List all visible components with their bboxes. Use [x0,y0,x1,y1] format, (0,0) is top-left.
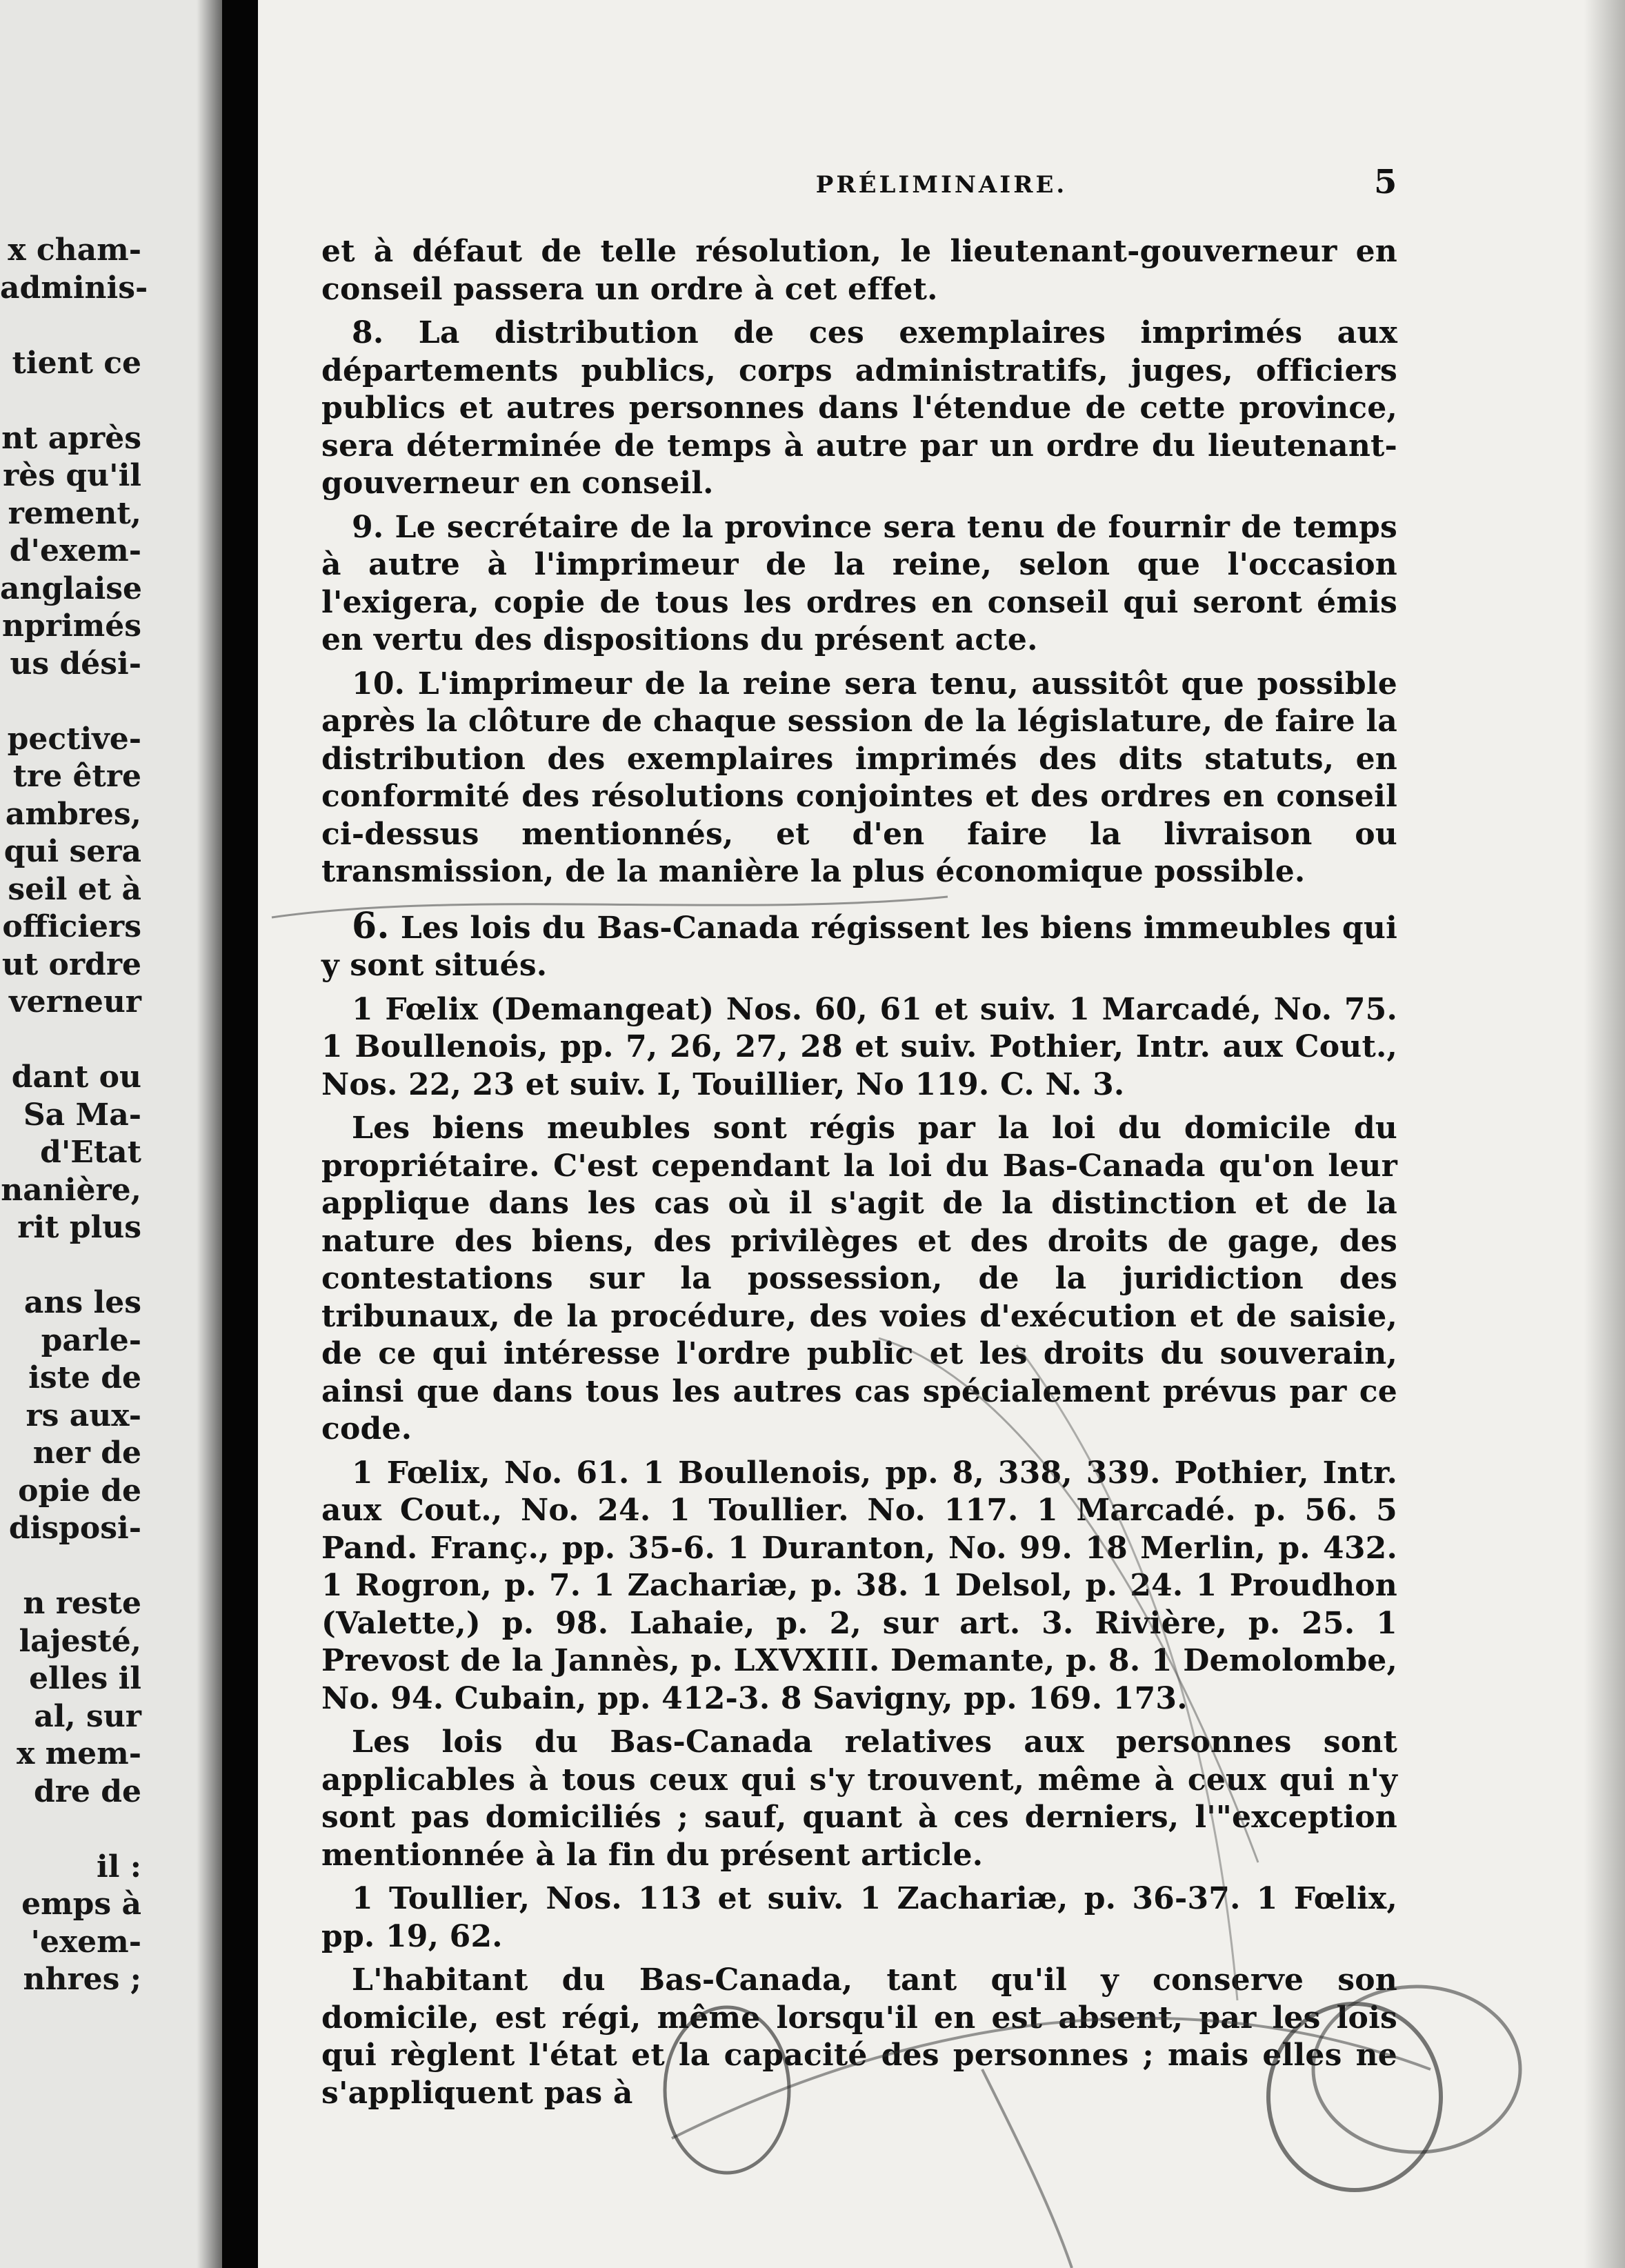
facing-page-line: nprimés [2,608,141,644]
facing-page-line: parle- [41,1322,141,1358]
facing-page-line: al, sur [34,1698,141,1734]
article-6 [321,904,1397,985]
facing-page-line: us dési- [10,646,141,682]
facing-page-line: seil et à [8,871,141,907]
paragraph-subsection-9: 9. Le secrétaire de la province sera tenu de fournir de temps à autre à l'imprimeur de la reine, selon que l'occasion l'exigera, copie de tous les ordres en conseil qui seront émis en vertu des dispositions du présent acte. [321,509,1397,657]
facing-page-line: 'exem- [30,1924,141,1960]
facing-page-line: rs aux- [26,1397,141,1433]
facing-page-line: dre de [33,1773,141,1809]
facing-page-line: d'Etat [40,1135,141,1170]
facing-page-line: rès qu'il [3,458,141,493]
facing-page-line: elles il [29,1661,141,1696]
facing-page-fragment [0,0,222,2268]
facing-page-line: ans les [23,1285,141,1320]
facing-page-line: x cham- [8,232,141,268]
running-head: PRÉLIMINAIRE. [815,171,1068,199]
facing-page-line: anglaise [0,570,142,606]
facing-page-line: tre être [12,759,141,794]
paragraph-habitant: L'habitant du Bas-Canada, tant qu'il y conserve son domicile, est régi, même lorsqu'il en est absent, par les lois qui règlent l'état et la capacité des personnes ; mais elles ne s'appliquent pas à [321,1962,1397,2111]
page-number: 5 [1374,163,1397,201]
paragraph-continuation: et à défaut de telle résolution, le lieutenant-gouverneur en conseil passera un ordre à cet effet. [321,234,1397,307]
facing-page-line: Sa Ma- [23,1097,141,1133]
facing-page-line: rement, [8,495,141,531]
facing-page-line: disposi- [8,1511,141,1546]
citation-3: 1 Toullier, Nos. 113 et suiv. 1 Zachariæ, p. 36-37. 1 Fœlix, pp. 19, 62. [321,1881,1397,1954]
facing-page-line: qui sera [3,834,141,869]
paragraph-personnes: Les lois du Bas-Canada relatives aux personnes sont applicables à tous ceux qui s'y trouvent, même à ceux qui n'y sont pas domiciliés ; sauf, quant à ces derniers, l'"exception mentionnée à la fin du présent article. [321,1724,1397,1873]
article-6-text: Les lois du Bas-Canada régissent les biens immeubles qui y sont situés. [321,910,1397,983]
facing-page-line: ner de [32,1435,141,1471]
facing-page-line: ambres, [5,796,141,832]
facing-page-line: il : [97,1849,141,1884]
page-edge-shadow [1584,0,1625,2268]
facing-page-line: iste de [28,1360,141,1395]
facing-page-line: rit plus [17,1210,141,1245]
facing-page-line: x mem- [17,1736,141,1771]
book-page [258,0,1625,2268]
page-body [321,233,1397,2118]
facing-page-line: adminis- [0,270,148,306]
citation-2: 1 Fœlix, No. 61. 1 Boullenois, pp. 8, 338, 339. Pothier, Intr. aux Cout., No. 24. 1 Toullier. No. 117. 1 Marcadé. p. 56. 5 Pand. Franç., pp. 35-6. 1 Duranton, No. 99. 18 Merlin, p. 432. 1 Rogron, p. 7. 1 Zachariæ, p. 38. 1 Delsol, p. 24. 1 Proudhon (Valette,) p. 98. Lahaie, p. 2, sur art. 3. Rivière, p. 25. 1 Prevost de la Jannès, p. LXVXIII. Demante, p. 8. 1 Demolombe, No. 94. Cubain, pp. 412-3. 8 Savigny, pp. 169. 173. [321,1455,1397,1716]
facing-page-line: pective- [7,721,141,757]
facing-page-line: tient ce [12,345,141,381]
paragraph-subsection-10: 10. L'imprimeur de la reine sera tenu, aussitôt que possible après la clôture de chaque session de la législature, de faire la distribution des exemplaires imprimés des dits statuts, en conformité des résolutions conjointes et des ordres en conseil ci-dessus mentionnés, et d'en faire la livraison ou transmission, de la manière la plus économique possible. [321,666,1397,889]
facing-page-line: opie de [18,1473,141,1509]
gutter-shadow [197,0,222,2268]
facing-page-line: n reste [23,1586,141,1621]
facing-page-line: officiers [2,909,141,944]
facing-page-line: nhres ; [23,1962,141,1997]
paragraph-meubles: Les biens meubles sont régis par la loi du domicile du propriétaire. C'est cependant la loi du Bas-Canada qu'on leur applique dans les cas où il s'agit de la distinction et de la nature des biens, des privilèges et des droits de gage, des contestations sur la possession, de la juridiction des tribunaux, de la procédure, des voies d'exécution et de saisie, de ce qui intéresse l'ordre public et les droits du souverain, ainsi que dans tous les autres cas spécialement prévus par ce code. [321,1111,1397,1446]
facing-page-line: dant ou [11,1060,141,1095]
paragraph-subsection-8: 8. La distribution de ces exemplaires imprimés aux départements publics, corps administratifs, juges, officiers publics et autres personnes dans l'étendue de cette province, sera déterminée de temps à autre par un ordre du lieutenant-gouverneur en conseil. [321,315,1397,501]
facing-page-line: nt après [1,420,141,456]
facing-page-line: lajesté, [19,1623,141,1659]
facing-page-line: emps à [21,1887,141,1922]
facing-page-line: verneur [9,984,141,1019]
facing-page-line: nanière, [1,1172,141,1208]
article-number: 6. [352,904,390,947]
facing-page-line: ut ordre [1,946,141,982]
book-gutter [222,0,258,2268]
facing-page-line: d'exem- [9,533,141,568]
citation-1: 1 Fœlix (Demangeat) Nos. 60, 61 et suiv. 1 Marcadé, No. 75. 1 Boullenois, pp. 7, 26, 27, 28 et suiv. Pothier, Intr. aux Cout., Nos. 22, 23 et suiv. I, Touillier, No 119. C. N. 3. [321,991,1397,1102]
